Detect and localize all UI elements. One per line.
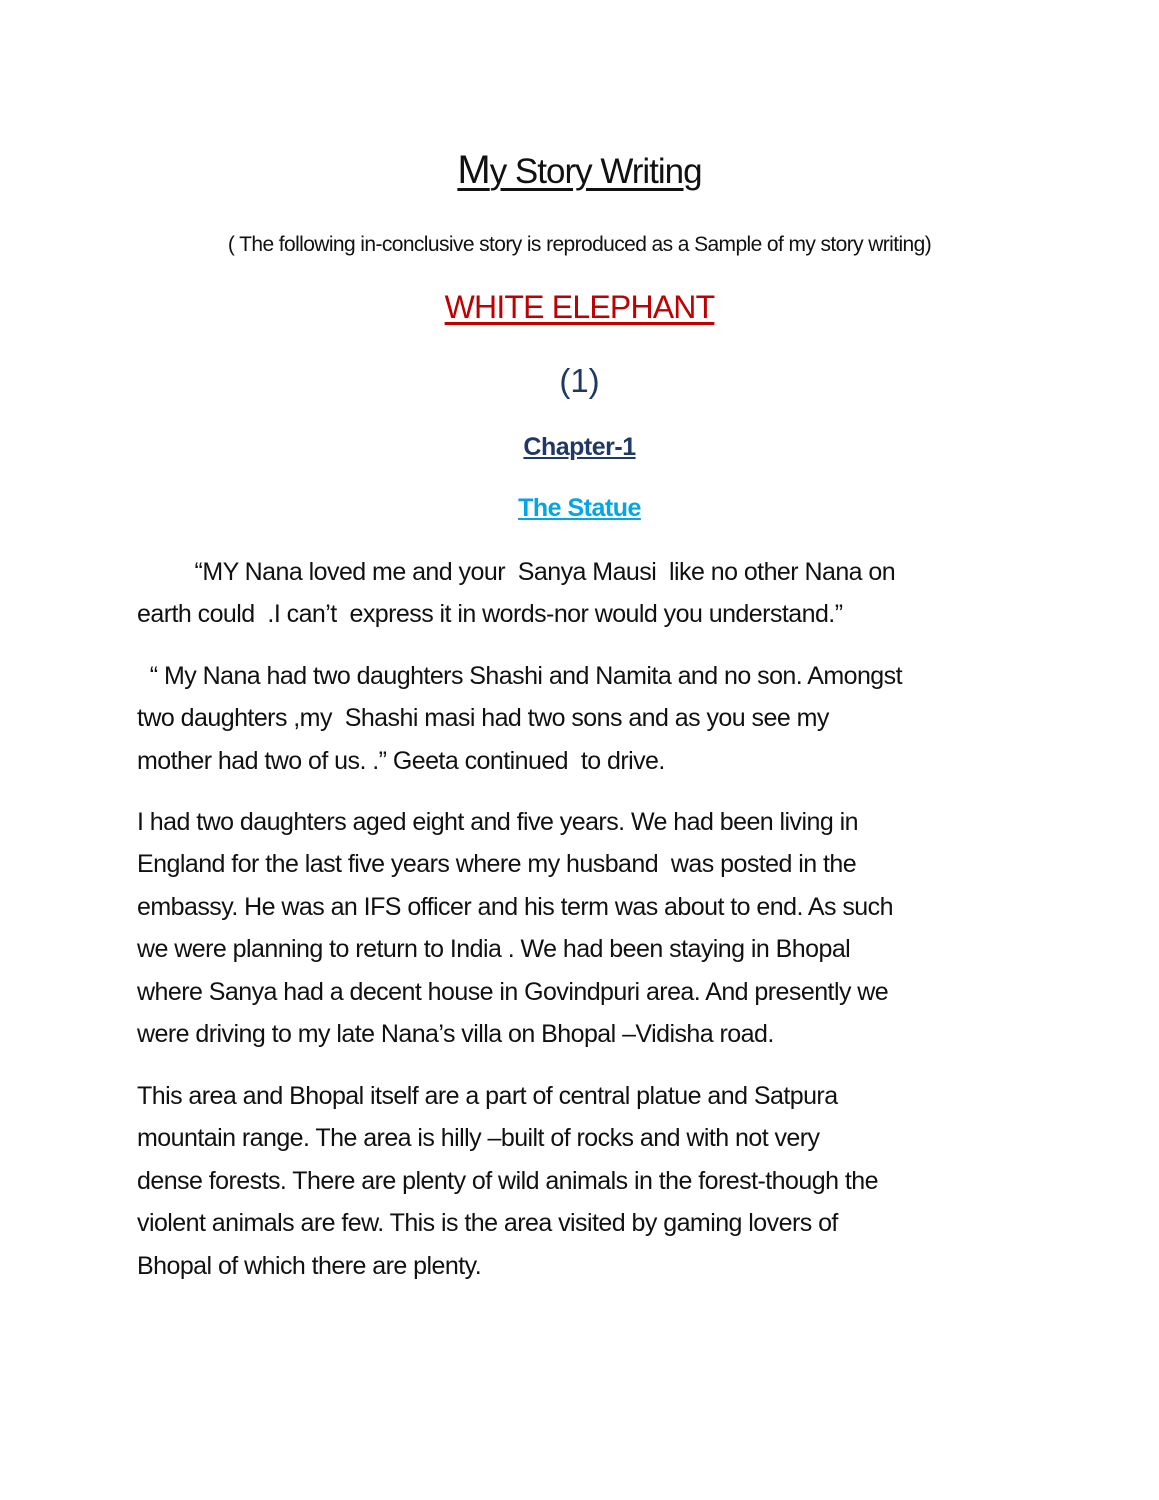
document-title [0, 148, 1159, 193]
paragraph-line: two daughters ,my Shashi masi had two sons and as you see my [137, 704, 829, 733]
paragraph-line: were driving to my late Nana’s villa on Bhopal –Vidisha road. [137, 1020, 774, 1048]
chapter-heading [0, 433, 1159, 462]
paragraph-line: “MY Nana loved me and your Sanya Mausi like no other Nana on [137, 558, 896, 586]
paragraph-line: embassy. He was an IFS officer and his term was about to end. As such [137, 892, 893, 921]
title-initial: M [457, 148, 490, 192]
paragraph-line: we were planning to return to India . We had been staying in Bhopal [137, 935, 851, 964]
title-rest: y Story Writing [489, 152, 702, 191]
paragraph-line: England for the last five years where my husband was posted in the [137, 850, 857, 879]
paragraph-line: dense forests. There are plenty of wild animals in the forest-though the [137, 1166, 878, 1195]
part-number: (1) [559, 362, 600, 399]
story-title [0, 289, 1159, 326]
story-title-text: WHITE ELEPHANT [444, 289, 715, 325]
subtitle: ( The following in-conclusive story is reproduced as a Sample of my story writing) [227, 233, 932, 256]
paragraph-line: I had two daughters aged eight and five years. We had been living in [137, 808, 858, 836]
section-heading-text: The Statue [518, 494, 641, 522]
paragraph-line: This area and Bhopal itself are a part of central platue and Satpura [137, 1082, 838, 1110]
section-heading [0, 494, 1159, 523]
paragraph-line: “ My Nana had two daughters Shashi and Namita and no son. Amongst [137, 662, 903, 690]
chapter-heading-text: Chapter-1 [523, 433, 636, 461]
paragraph-line: earth could .I can’t express it in words-nor would you understand.” [137, 600, 843, 629]
paragraph-line: mountain range. The area is hilly –built of rocks and with not very [137, 1124, 820, 1153]
paragraph-line: violent animals are few. This is the area visited by gaming lovers of [137, 1209, 838, 1238]
paragraph-line: Bhopal of which there are plenty. [137, 1251, 482, 1280]
paragraph-line: where Sanya had a decent house in Govindpuri area. And presently we [137, 977, 889, 1006]
paragraph-line: mother had two of us. .” Geeta continued to drive. [137, 746, 665, 775]
